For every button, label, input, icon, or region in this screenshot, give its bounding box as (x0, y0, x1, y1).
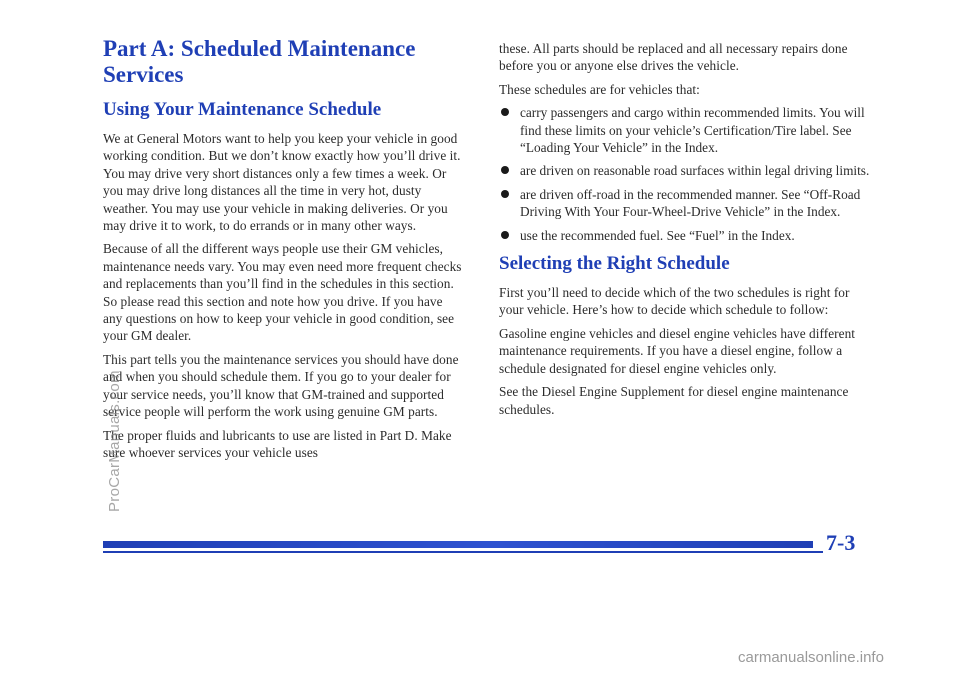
list-item-text: use the recommended fuel. See “Fuel” in the Index. (520, 227, 795, 243)
footer-rule (103, 541, 813, 548)
subheading-selecting-schedule: Selecting the Right Schedule (499, 253, 730, 275)
right-column (499, 40, 874, 424)
paragraph: This part tells you the maintenance services you should have done and when you should schedule them. If you go to your dealer for your service needs, you’ll know that GM-trained and supported service people will perform the work using genuine GM parts. (103, 351, 459, 420)
paragraph: Gasoline engine vehicles and diesel engine vehicles have different maintenance requirements. If you have a diesel engine, follow a schedule designated for diesel engine vehicles only. (499, 325, 856, 376)
bullet-icon (501, 108, 509, 116)
continuation-paragraph: these. All parts should be replaced and all necessary repairs done before you or anyone else drives the vehicle. (499, 41, 848, 74)
paragraph: The proper fluids and lubricants to use are listed in Part D. Make sure whoever services your vehicle uses (103, 427, 452, 460)
list-item (499, 104, 874, 156)
footer-rule-thin (103, 551, 823, 553)
list-item (499, 162, 874, 179)
bullet-icon (501, 166, 509, 174)
paragraph: We at General Motors want to help you keep your vehicle in good working condition. But we don’t know exactly how you’ll drive it. You may drive very short distances only a few times a week. Or you may drive long distances all the time in very hot, dusty weather. You may use your vehicle in making deliveries. Or you may drive it to work, to do errands or in many other ways. (103, 131, 461, 234)
bullet-icon (501, 231, 509, 239)
paragraph: Because of all the different ways people use their GM vehicles, maintenance needs vary. You may even need more frequent checks and replacements than you’ll find in the schedules in this section. So please read this section and note how you drive. If you have any questions on how to keep your vehicle in good condition, see your GM dealer. (103, 241, 462, 344)
bullet-intro: These schedules are for vehicles that: (499, 81, 700, 97)
site-watermark: carmanualsonline.info (738, 649, 884, 666)
vehicle-conditions-list (499, 104, 874, 244)
subheading-using-schedule: Using Your Maintenance Schedule (103, 99, 382, 120)
list-item (499, 227, 874, 244)
list-item-text: carry passengers and cargo within recommended limits. You will find these limits on your vehicle’s Certification/Tire label. See “Loading Your Vehicle” in the Index. (520, 105, 865, 156)
list-item (499, 186, 874, 221)
page-number: 7-3 (826, 530, 856, 555)
section-title: Part A: Scheduled Maintenance Services (103, 36, 416, 87)
paragraph: First you’ll need to decide which of the two schedules is right for your vehicle. Here’s how to decide which schedule to follow: (499, 285, 850, 318)
paragraph: See the Diesel Engine Supplement for diesel engine maintenance schedules. (499, 384, 849, 417)
list-item-text: are driven off-road in the recommended manner. See “Off-Road Driving With Your Four-Wheel-Drive Vehicle” in the Index. (520, 186, 861, 220)
list-item-text: are driven on reasonable road surfaces within legal driving limits. (520, 163, 870, 179)
bullet-icon (501, 190, 509, 198)
watermark: ProCarManuals.com (106, 370, 123, 512)
left-column (103, 36, 463, 467)
